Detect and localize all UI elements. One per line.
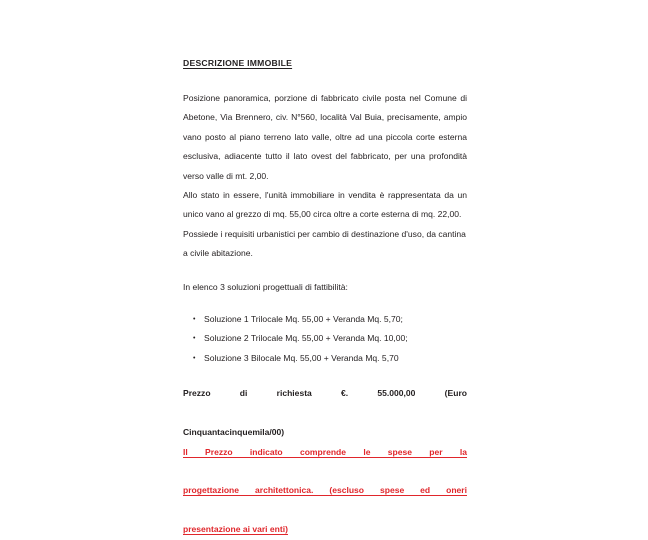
solutions-list: [183, 310, 467, 368]
document-content: [183, 57, 467, 540]
spacer: [183, 368, 467, 384]
notice-line-1: Il Prezzo indicato comprende le spese per la: [183, 446, 467, 457]
list-item: • Soluzione 3 Bilocale Mq. 55,00 + Veranda Mq. 5,70: [204, 349, 467, 368]
spacer: [183, 70, 467, 89]
price-notice-paragraph: [183, 443, 467, 540]
paragraph-description-location: Posizione panoramica, porzione di fabbricato civile posta nel Comune di Abetone, Via Brennero, civ. N°560, località Val Buia, precisamente, ampio vano posto al piano terreno lato valle, oltre ad una piccola corte esterna esclusiva, adiacente tutto il lato ovest del fabbricato, per una profondità verso valle di mt. 2,00.: [183, 93, 467, 181]
list-intro-text: In elenco 3 soluzioni progettuali di fattibilità:: [183, 281, 348, 292]
notice-line-2: progettazione architettonica. (escluso spese ed oneri: [183, 485, 467, 496]
list-item: • Soluzione 2 Trilocale Mq. 55,00 + Veranda Mq. 10,00;: [204, 329, 467, 348]
price-line-secondary: Cinquantacinquemila/00): [183, 427, 285, 438]
spacer: [183, 297, 467, 310]
price-paragraph: [183, 384, 467, 442]
paragraph-urban-requirements: Possiede i requisiti urbanistici per cambio di destinazione d'uso, da cantina a civile abitazione.: [183, 228, 466, 259]
list-item: • Soluzione 1 Trilocale Mq. 55,00 + Veranda Mq. 5,70;: [204, 310, 467, 329]
notice-line-3: presentazione ai vari enti): [183, 524, 288, 535]
price-line-primary: Prezzo di richiesta €. 55.000,00 (Euro: [183, 388, 467, 399]
spacer: [183, 264, 467, 278]
paragraph-current-state: Allo stato in essere, l'unità immobiliare in vendita è rappresentata da un unico vano al grezzo di mq. 55,00 circa oltre a corte esterna di mq. 22,00.: [183, 190, 467, 220]
document-heading: DESCRIZIONE IMMOBILE: [183, 58, 293, 68]
